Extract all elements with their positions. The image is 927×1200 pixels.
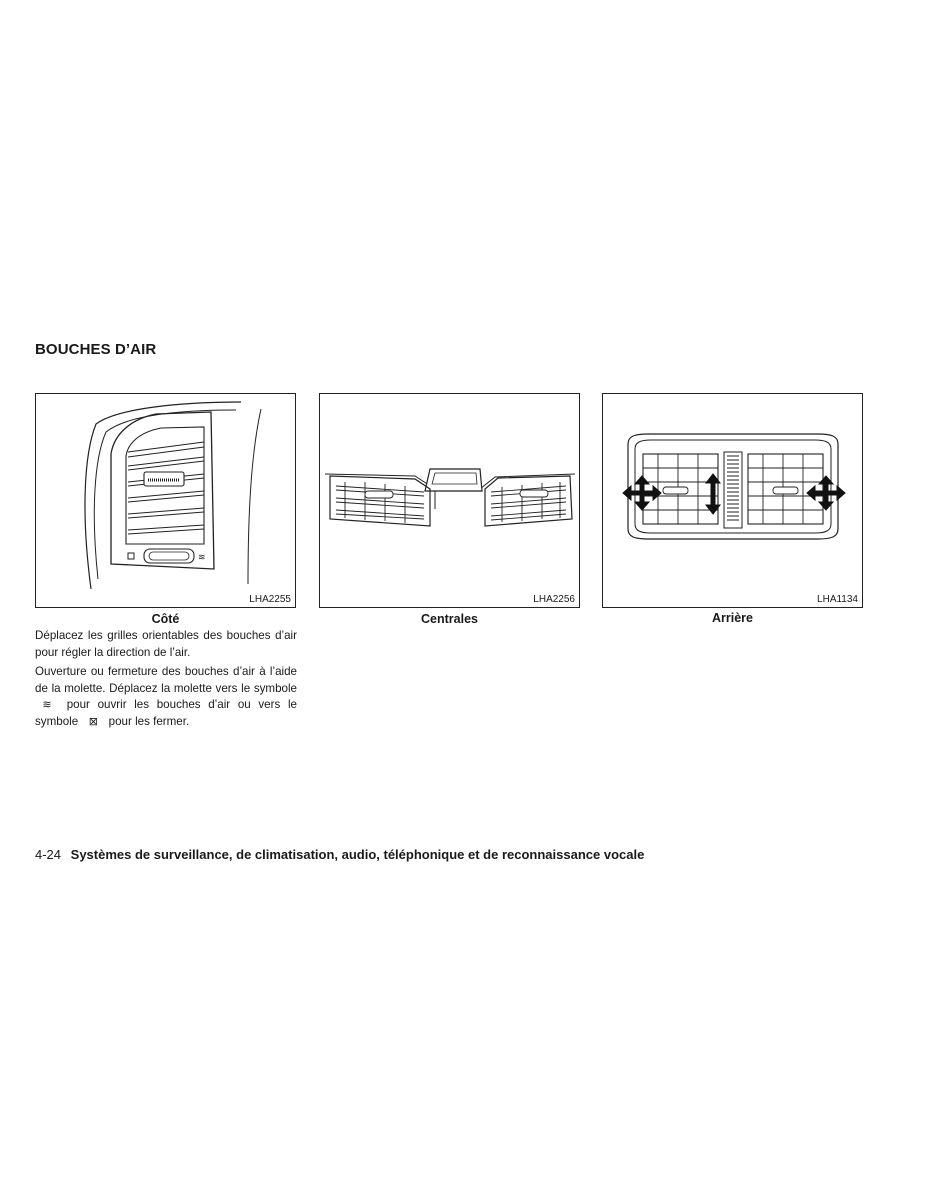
page-number: 4-24 bbox=[35, 847, 62, 862]
section-title: BOUCHES D’AIR bbox=[35, 341, 157, 358]
chapter-title: Systèmes de surveillance, de climatisation, audio, téléphonique et de reconnaissance vocale bbox=[70, 847, 645, 862]
figure-caption-center: Centrales bbox=[421, 612, 478, 626]
side-vent-illustration bbox=[36, 394, 295, 607]
paragraph-text: Ouverture ou fermeture des bouches d’air à l’aide de la molette. Déplacez la molette vers le symbole bbox=[35, 665, 297, 695]
figure-code: LHA1134 bbox=[817, 594, 858, 605]
rear-vents-illustration bbox=[603, 394, 862, 607]
figure-caption-side: Côté bbox=[151, 612, 180, 626]
figure-center-vents bbox=[319, 393, 580, 608]
figure-rear-vents bbox=[602, 393, 863, 608]
paragraph-text: pour les fermer. bbox=[108, 714, 190, 728]
paragraph-direction: Déplacez les grilles orientables des bouches d’air pour régler la direction de l’air. bbox=[35, 629, 297, 659]
figure-side-vent bbox=[35, 393, 296, 608]
page-footer bbox=[35, 847, 644, 862]
airflow-open-icon: ≋ bbox=[42, 699, 52, 711]
figure-code: LHA2256 bbox=[533, 594, 575, 605]
paragraph-open-close bbox=[35, 664, 297, 730]
figure-code: LHA2255 bbox=[249, 594, 291, 605]
paragraph-text: pour ouvrir les bouches d’air ou vers le symbole bbox=[35, 698, 297, 728]
airflow-closed-icon: ⊠ bbox=[88, 715, 99, 728]
figure-caption-rear: Arrière bbox=[712, 611, 753, 625]
center-vents-illustration bbox=[320, 394, 579, 607]
svg-text:≋: ≋ bbox=[198, 553, 206, 563]
